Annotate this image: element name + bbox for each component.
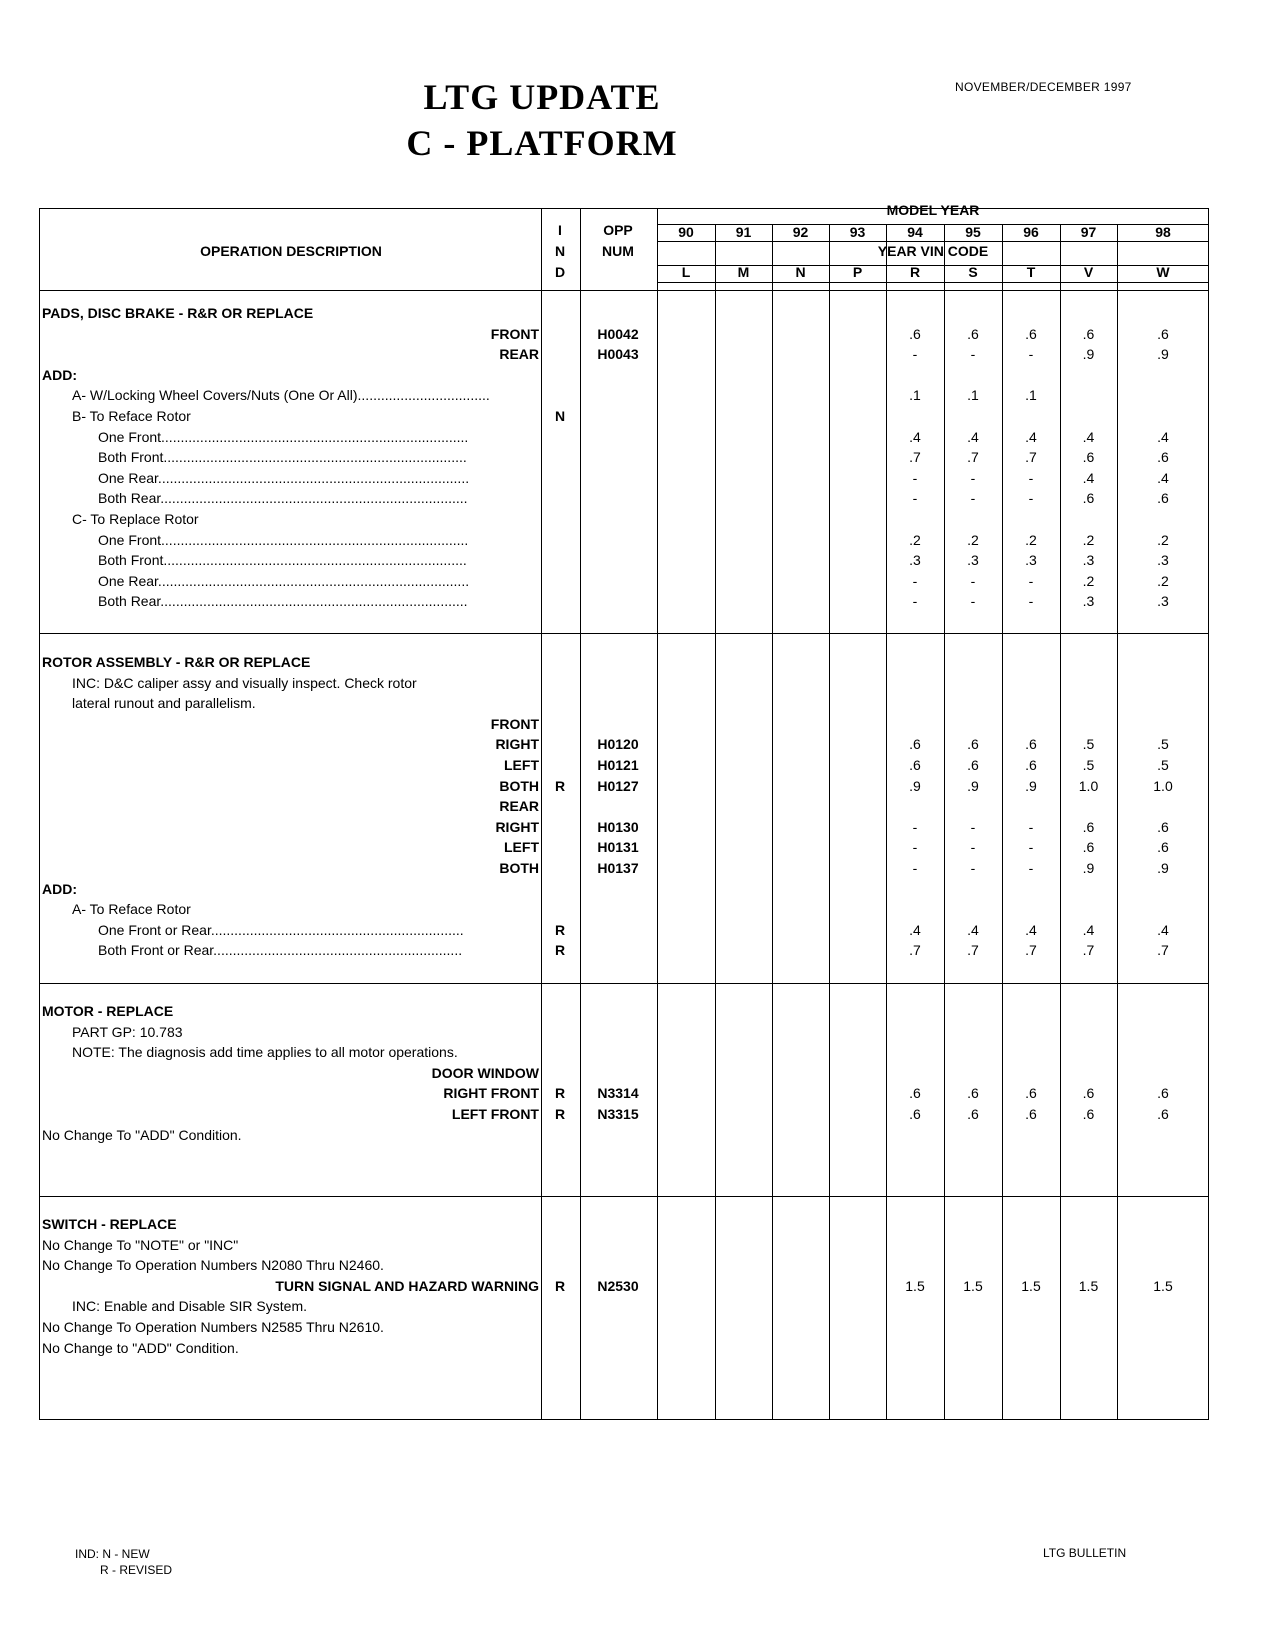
labor-time-value: .6	[1025, 1106, 1037, 1122]
row-label: FRONT	[490, 325, 539, 342]
vin-code-L: L	[681, 264, 691, 280]
opp-number: H0137	[597, 860, 639, 876]
opp-number: N2530	[597, 1277, 639, 1294]
row-label: Both Front..............................................................................	[98, 552, 467, 569]
labor-time-value: .7	[1025, 942, 1037, 959]
publication-date: NOVEMBER/DECEMBER 1997	[955, 80, 1132, 94]
labor-time-value: .6	[1082, 1085, 1095, 1102]
row-label: INC: D&C caliper assy and visually inspect. Check rotor	[72, 674, 417, 691]
ind-legend	[75, 1546, 172, 1578]
labor-time-value: .6	[909, 757, 921, 773]
labor-time-value: -	[1028, 818, 1034, 835]
year-97-header: 97	[1080, 224, 1097, 240]
labor-time-value: .5	[1157, 757, 1169, 773]
labor-time-value: .1	[909, 387, 921, 404]
year-98-header: 98	[1155, 224, 1171, 240]
labor-time-value: .3	[1157, 593, 1169, 610]
labor-time-value: .3	[1157, 552, 1169, 569]
row-label: INC: Enable and Disable SIR System.	[72, 1298, 307, 1315]
labor-time-value: -	[970, 818, 976, 835]
row-label: ADD:	[42, 880, 77, 897]
year-vin-code-header: YEAR VIN CODE	[877, 243, 989, 259]
year-column-divider	[829, 225, 830, 1420]
year-90-header: 90	[678, 224, 694, 240]
labor-time-value: -	[912, 490, 918, 507]
row-label: Both Rear...............................................................................	[98, 593, 468, 610]
vin-code-N: N	[795, 264, 806, 280]
row-label: Both Rear...............................................................................	[98, 490, 468, 507]
ind-code: R	[554, 921, 566, 938]
labor-time-value: .6	[909, 736, 921, 753]
labor-time-value: 1.5	[1021, 1277, 1041, 1294]
row-label: LEFT FRONT	[451, 1106, 539, 1122]
row-label: No Change to "ADD" Condition.	[42, 1339, 239, 1356]
row-label: No Change To Operation Numbers N2080 Thru N2460.	[42, 1257, 384, 1274]
labor-time-value: .9	[1082, 346, 1095, 363]
header-rule	[657, 282, 1209, 283]
year-94-header: 94	[907, 224, 923, 240]
ind-code: R	[554, 1106, 566, 1122]
vin-code-V: V	[1083, 264, 1094, 280]
row-label: RIGHT	[495, 818, 539, 835]
ind-code: R	[554, 1277, 566, 1294]
labor-time-value: .6	[1025, 757, 1037, 773]
labor-time-value: .6	[967, 736, 979, 753]
labor-time-value: .6	[1082, 839, 1095, 856]
labor-time-value: -	[970, 839, 976, 856]
year-95-header: 95	[965, 224, 981, 240]
section-heading: MOTOR - REPLACE	[42, 1003, 174, 1019]
num-header: NUM	[602, 243, 634, 259]
column-divider	[541, 208, 542, 1420]
ind-code: R	[554, 942, 566, 959]
labor-time-value: .1	[1025, 387, 1037, 404]
labor-time-value: .9	[967, 777, 979, 794]
row-label: RIGHT FRONT	[443, 1085, 539, 1102]
labor-time-value: .1	[967, 387, 979, 404]
ind-header-d: D	[554, 264, 566, 280]
row-label: Both Front..............................................................................	[98, 449, 467, 466]
row-label: One Rear................................................................................	[98, 469, 470, 486]
opp-number: H0127	[597, 777, 639, 794]
row-label: One Front...............................................................................	[98, 428, 469, 445]
labor-time-value: -	[912, 572, 918, 589]
labor-time-value: .7	[967, 942, 979, 959]
labor-time-value: .5	[1082, 757, 1095, 773]
opp-number: H0120	[597, 736, 639, 753]
row-label: One Front or Rear.................................................................	[98, 921, 464, 938]
labor-time-value: .6	[909, 325, 921, 342]
labor-time-value: .4	[1082, 469, 1095, 486]
vin-code-W: W	[1156, 264, 1170, 280]
year-column-divider	[715, 225, 716, 1420]
row-label: REAR	[499, 346, 539, 363]
year-93-header: 93	[849, 224, 866, 240]
opp-number: H0131	[597, 839, 639, 856]
labor-time-value: -	[1028, 346, 1034, 363]
opp-number: N3315	[597, 1106, 639, 1122]
labor-time-value: .5	[1157, 736, 1169, 753]
row-label: TURN SIGNAL AND HAZARD WARNING	[275, 1277, 539, 1294]
row-label: No Change To "ADD" Condition.	[42, 1126, 242, 1143]
labor-time-value: .4	[967, 428, 979, 445]
labor-time-value: .4	[909, 921, 921, 938]
opp-number: H0121	[597, 757, 639, 773]
ind-code: N	[554, 408, 566, 424]
labor-time-value: -	[970, 593, 976, 610]
labor-time-value: .6	[1157, 1106, 1169, 1122]
labor-time-value: .3	[909, 552, 921, 569]
labor-time-value: .6	[1082, 449, 1095, 466]
labor-time-value: .2	[1157, 572, 1169, 589]
labor-time-value: .2	[909, 531, 921, 548]
opp-number: H0043	[597, 346, 639, 363]
labor-time-value: .7	[1157, 942, 1169, 959]
section-rule	[39, 983, 1209, 984]
opp-header: OPP	[603, 222, 633, 238]
labor-time-value: .4	[1157, 469, 1169, 486]
row-label: LEFT	[504, 757, 539, 773]
labor-time-value: .4	[1025, 921, 1037, 938]
labor-time-value: 1.5	[1153, 1277, 1173, 1294]
labor-time-value: -	[912, 860, 918, 876]
section-heading: PADS, DISC BRAKE - R&R OR REPLACE	[42, 305, 314, 321]
labor-time-value: .2	[1082, 572, 1095, 589]
labor-time-value: -	[912, 469, 918, 486]
row-label: PART GP: 10.783	[72, 1023, 183, 1040]
labor-time-value: .9	[1082, 860, 1095, 876]
labor-time-value: .6	[1082, 818, 1095, 835]
labor-time-value: .6	[1157, 839, 1169, 856]
labor-time-value: 1.5	[963, 1277, 983, 1294]
labor-time-value: -	[1028, 469, 1034, 486]
row-label: ADD:	[42, 366, 77, 383]
row-label: A- W/Locking Wheel Covers/Nuts (One Or All)..................................	[72, 387, 490, 404]
labor-time-value: .7	[967, 449, 979, 466]
labor-time-value: .6	[1157, 818, 1169, 835]
labor-time-value: .6	[1082, 1106, 1095, 1122]
opp-number: H0042	[597, 325, 639, 342]
labor-time-value: .3	[1082, 552, 1095, 569]
row-label: One Front...............................................................................	[98, 531, 469, 548]
labor-time-value: .9	[1157, 346, 1169, 363]
ind-header-i: I	[558, 222, 562, 238]
year-column-divider	[772, 225, 773, 1420]
labor-time-value: 1.0	[1153, 777, 1173, 794]
row-label: Both Front or Rear................................................................	[98, 942, 463, 959]
row-label: No Change To "NOTE" or "INC"	[42, 1236, 239, 1253]
labor-time-value: .7	[1025, 449, 1037, 466]
labor-time-value: .2	[967, 531, 979, 548]
ind-legend-new: IND: N - NEW	[75, 1547, 150, 1561]
page-subtitle: C - PLATFORM	[406, 123, 678, 163]
labor-time-value: .7	[909, 449, 921, 466]
labor-time-value: -	[912, 593, 918, 610]
vin-code-S: S	[968, 264, 978, 280]
labor-time-value: .6	[1025, 325, 1037, 342]
row-label: DOOR WINDOW	[431, 1064, 539, 1081]
row-label: REAR	[499, 798, 539, 815]
labor-time-value: .6	[1025, 1085, 1037, 1102]
bulletin-label: LTG BULLETIN	[1043, 1546, 1127, 1560]
row-label: BOTH	[499, 860, 539, 876]
ind-code: R	[554, 1085, 566, 1102]
labor-time-value: -	[970, 572, 976, 589]
labor-time-value: .7	[909, 942, 921, 959]
labor-time-value: 1.5	[905, 1277, 925, 1294]
labor-time-value: .6	[967, 1106, 979, 1122]
labor-time-value: -	[970, 860, 976, 876]
labor-time-value: .6	[909, 1106, 921, 1122]
labor-time-value: 1.0	[1078, 777, 1099, 794]
row-label: One Rear................................................................................	[98, 572, 470, 589]
labor-time-value: .6	[909, 1085, 921, 1102]
labor-time-value: .7	[1082, 942, 1095, 959]
labor-time-value: .2	[1082, 531, 1095, 548]
row-label: No Change To Operation Numbers N2585 Thru N2610.	[42, 1319, 384, 1335]
section-rule	[39, 1196, 1209, 1197]
labor-time-value: -	[912, 839, 918, 856]
year-92-header: 92	[792, 224, 809, 240]
row-label: LEFT	[504, 839, 539, 856]
row-label: C- To Replace Rotor	[72, 511, 199, 527]
labor-time-value: .4	[1157, 428, 1169, 445]
labor-time-value: -	[912, 818, 918, 835]
ind-legend-revised: R - REVISED	[100, 1563, 173, 1577]
labor-time-value: .9	[1025, 777, 1037, 794]
labor-time-value: .3	[1025, 552, 1037, 569]
labor-time-value: .4	[1082, 921, 1095, 938]
labor-time-value: -	[1028, 490, 1034, 507]
labor-time-value: .2	[1157, 531, 1169, 548]
header-rule	[39, 290, 1209, 291]
model-year-header: MODEL YEAR	[886, 202, 980, 218]
vin-code-M: M	[737, 264, 750, 280]
row-label: lateral runout and parallelism.	[72, 695, 256, 712]
labor-time-value: .3	[967, 552, 979, 569]
labor-time-value: .6	[1157, 325, 1169, 342]
labor-time-value: .9	[909, 777, 921, 794]
labor-time-value: .4	[1157, 921, 1169, 938]
labor-time-value: .9	[1157, 860, 1169, 876]
labor-time-value: -	[912, 346, 918, 363]
labor-time-value: .4	[1082, 428, 1095, 445]
row-label: RIGHT	[495, 736, 539, 753]
section-rule	[39, 633, 1209, 634]
labor-time-value: .6	[967, 1085, 979, 1102]
row-label: B- To Reface Rotor	[72, 408, 191, 424]
column-divider	[580, 208, 581, 1420]
opp-number: H0130	[597, 818, 639, 835]
labor-time-value: 1.5	[1078, 1277, 1099, 1294]
ind-header-n: N	[554, 243, 566, 259]
vin-code-T: T	[1026, 264, 1036, 280]
labor-time-value: .6	[1157, 490, 1169, 507]
year-91-header: 91	[735, 224, 752, 240]
labor-time-value: .3	[1082, 593, 1095, 610]
labor-time-value: .4	[1025, 428, 1037, 445]
labor-time-value: .6	[967, 757, 979, 773]
row-label: FRONT	[490, 715, 539, 732]
operation-description-header: OPERATION DESCRIPTION	[200, 243, 382, 259]
section-heading: SWITCH - REPLACE	[42, 1216, 177, 1232]
row-label: A- To Reface Rotor	[72, 901, 191, 918]
labor-time-value: .6	[1082, 490, 1095, 507]
header-rule	[657, 241, 1209, 242]
labor-time-value: .5	[1082, 736, 1095, 753]
labor-time-value: -	[1028, 572, 1034, 589]
opp-number: N3314	[597, 1085, 639, 1102]
labor-time-value: .2	[1025, 531, 1037, 548]
labor-time-value: .4	[967, 921, 979, 938]
row-label: BOTH	[499, 777, 539, 794]
vin-code-R: R	[909, 264, 921, 280]
labor-time-value: .6	[1157, 1085, 1169, 1102]
year-96-header: 96	[1023, 224, 1039, 240]
section-heading: ROTOR ASSEMBLY - R&R OR REPLACE	[42, 654, 311, 670]
labor-time-value: .6	[1082, 325, 1095, 342]
labor-time-value: -	[1028, 593, 1034, 610]
page-title: LTG UPDATE	[423, 77, 661, 117]
labor-time-value: .6	[967, 325, 979, 342]
labor-time-value: .4	[909, 428, 921, 445]
labor-time-value: -	[970, 346, 976, 363]
labor-time-value: .6	[1157, 449, 1169, 466]
vin-code-P: P	[852, 264, 863, 280]
column-divider	[657, 208, 658, 1420]
row-label: NOTE: The diagnosis add time applies to all motor operations.	[72, 1044, 458, 1061]
labor-time-value: -	[1028, 839, 1034, 856]
ind-code: R	[554, 777, 566, 794]
labor-time-value: -	[970, 469, 976, 486]
labor-time-value: -	[970, 490, 976, 507]
labor-time-value: -	[1028, 860, 1034, 876]
labor-time-value: .6	[1025, 736, 1037, 753]
